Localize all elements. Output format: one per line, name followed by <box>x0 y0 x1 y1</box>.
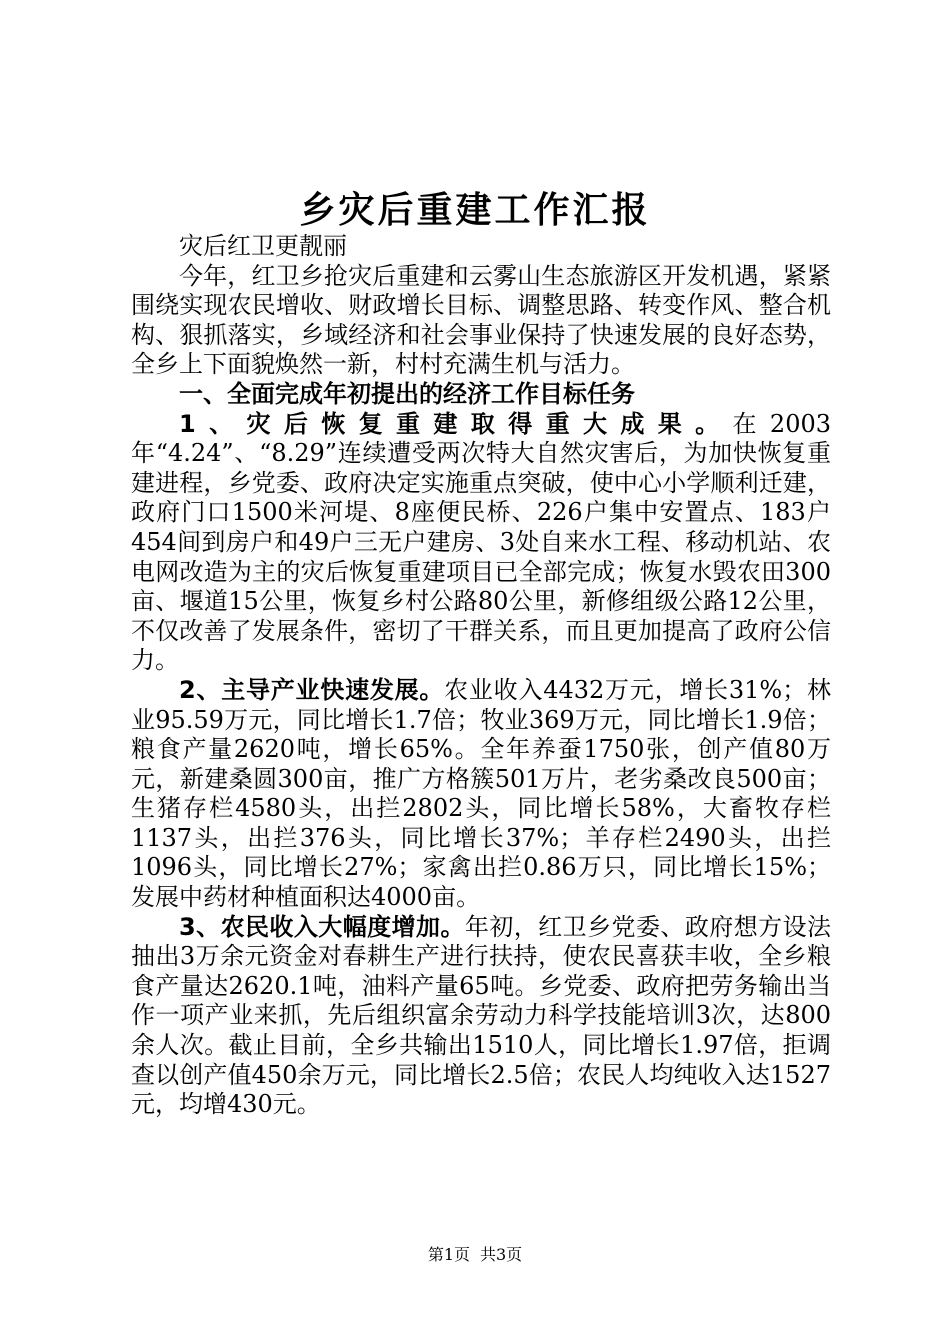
subtitle-paragraph: 灾后红卫更靓丽 <box>179 232 347 260</box>
item2-body: 农业收入4432万元，增长31%；林业95.59万元，同比增长1.7倍；牧业369万元，同比增长1.9倍；粮食产量2620吨，增长65%。全年养蚕1750张，创产值80万元，新建桑圆300亩，推广方格簇501万片，老劣桑改良500亩；生猪存栏4580头，出拦2802头，同比增长58%，大畜牧存栏1137头，出拦376头，同比增长37%；羊存栏2490头，出拦1096头，同比增长27%；家禽出拦0.86万只，同比增长15%；发展中药材种植面积达4000亩。 <box>131 675 831 912</box>
item2-lead: 2、主导产业快速发展。 <box>179 675 445 704</box>
page-total: 共3页 <box>480 1245 523 1264</box>
item3-lead: 3、农民收入大幅度增加。 <box>179 912 465 941</box>
intro-paragraph: 今年，红卫乡抢灾后重建和云雾山生态旅游区开发机遇，紧紧围绕实现农民增收、财政增长目标、调整思路、转变作风、整合机构、狠抓落实，乡域经济和社会事业保持了快速发展的良好态势，全乡上下面貌焕然一新，村村充满生机与活力。 <box>131 261 831 379</box>
document-body <box>131 232 831 1120</box>
item1-paragraph <box>131 410 831 676</box>
item2-paragraph <box>131 676 831 913</box>
item3-paragraph <box>131 913 831 1120</box>
item3-body: 年初，红卫乡党委、政府想方设法抽出3万余元资金对春耕生产进行扶持，使农民喜获丰收，全乡粮食产量达2620.1吨，油料产量65吨。乡党委、政府把劳务输出当作一项产业来抓，先后组织富余劳动力科学技能培训3次，达800余人次。截止目前，全乡共输出1510人，同比增长1.97倍，拒调查以创产值450余万元，同比增长2.5倍；农民人均纯收入达1527元，均增430元。 <box>131 912 832 1119</box>
item1-body: 在2003年“4.24”、“8.29”连续遭受两次特大自然灾害后，为加快恢复重建进程，乡党委、政府决定实施重点突破，使中心小学顺利迁建，政府门口1500米河堤、8座便民桥、226户集中安置点、183户454间到房户和49户三无户建房、3处自来水工程、移动机站、农电网改造为主的灾后恢复重建项目已全部完成；恢复水毁农田300亩、堰道15公里，恢复乡村公路80公里，新修组级公路12公里，不仅改善了发展条件，密切了干群关系，而且更加提高了政府公信力。 <box>131 409 831 675</box>
document-title: 乡灾后重建工作汇报 <box>299 189 651 231</box>
item1-lead: 1、灾后恢复重建取得重大成果。 <box>179 409 733 438</box>
page-number: 第1页 <box>427 1245 470 1264</box>
section-heading: 一、全面完成年初提出的经济工作目标任务 <box>179 379 635 408</box>
page-footer <box>0 1244 950 1266</box>
